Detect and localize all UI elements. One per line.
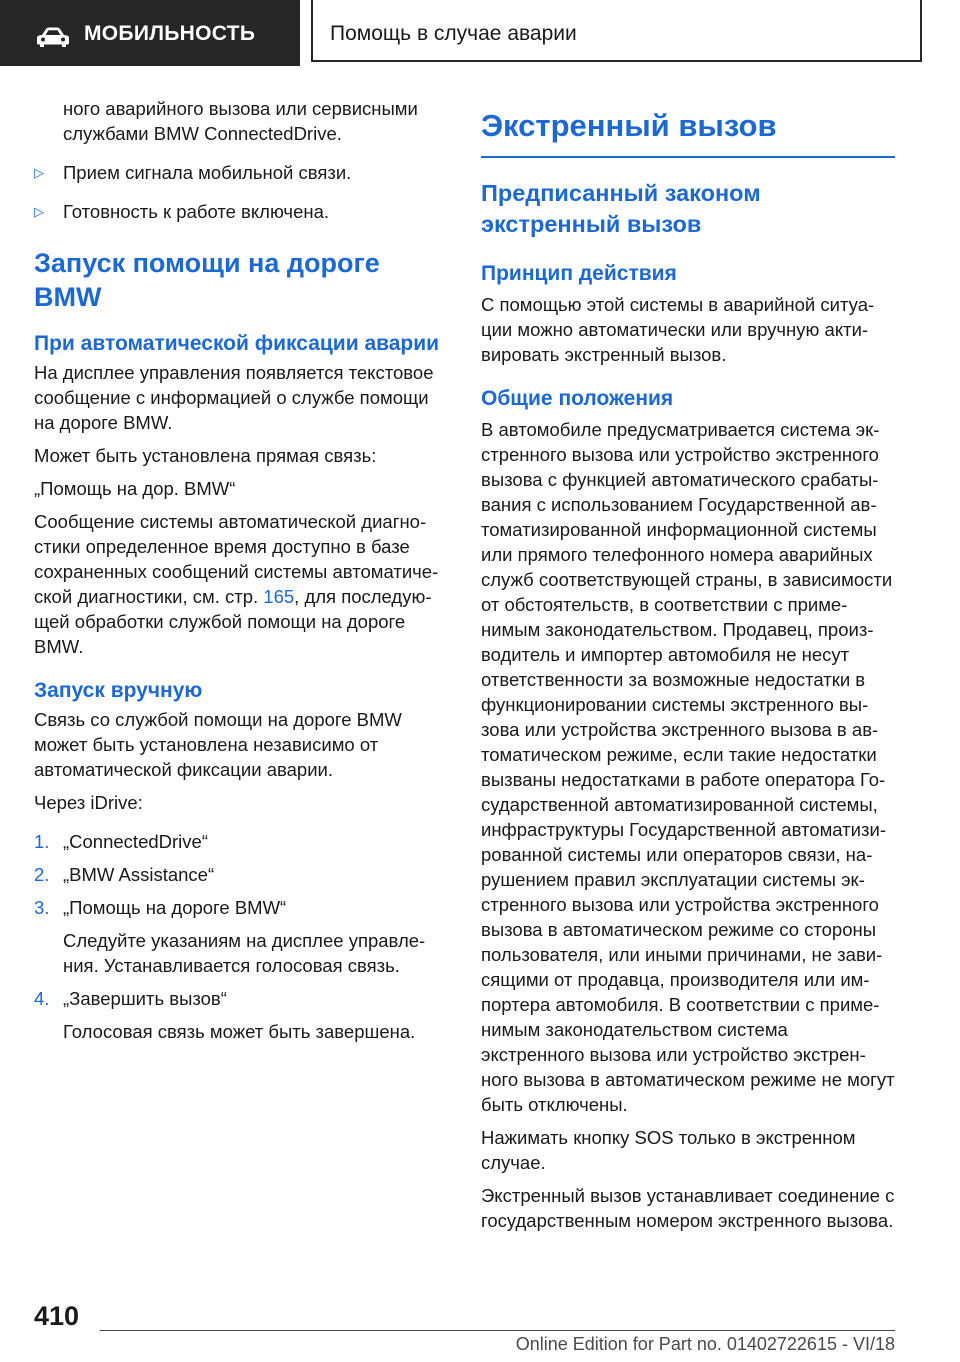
footer-divider (100, 1330, 895, 1331)
intro-paragraph: ного аварийного вызова или сервисными службами BMW ConnectedDrive. (63, 98, 418, 144)
right-column (481, 108, 895, 1233)
step-note: Следуйте указаниям на дисплее управления. Устанавливается голосовая связь. (63, 930, 426, 976)
triangle-right-icon: ▷ (34, 204, 44, 219)
paragraph: Нажимать кнопку SOS только в экстренном случае. (481, 1127, 856, 1173)
text-run: Сообщение системы автоматической диагностики определенное время доступно в базе сохраненных сообщений системы автоматической диагностики, см. стр. (34, 511, 439, 607)
step-item (34, 862, 446, 887)
step-number: 1. (34, 831, 50, 852)
car-icon (36, 26, 70, 48)
paragraph: Может быть установлена прямая связь: (34, 445, 377, 466)
step-text: „ConnectedDrive“ (63, 831, 208, 852)
heading-general: Общие положения (481, 387, 674, 410)
triangle-right-icon: ▷ (34, 165, 44, 180)
section-tab (0, 0, 300, 66)
step-text: „BMW Assistance“ (63, 864, 215, 885)
heading-legal-emergency-call: Предписанный законом экстренный вызов (481, 180, 761, 237)
step-text: „Помощь на дороге BMW“ (63, 897, 287, 918)
page-header (0, 0, 960, 66)
step-item (34, 895, 446, 978)
chapter-title: Помощь в случае аварии (330, 22, 577, 45)
left-column (34, 96, 446, 1044)
section-title: МОБИЛЬНОСТЬ (84, 22, 256, 45)
paragraph: Связь со службой помощи на дороге BMW может быть установлена независимо от автоматической фиксации аварии. (34, 709, 402, 780)
paragraph: Экстренный вызов устанавливает соединение с государственным номером экстренного вызова. (481, 1185, 895, 1231)
step-number: 4. (34, 988, 50, 1009)
step-item (34, 986, 446, 1044)
heading-emergency-call: Экстренный вызов (481, 108, 895, 158)
heading-manual-start: Запуск вручную (34, 679, 203, 702)
bullet-item (34, 160, 446, 185)
page-reference-link[interactable]: 165 (263, 586, 295, 607)
paragraph (34, 509, 446, 659)
step-number: 2. (34, 864, 50, 885)
text-run: , для последующей обработки службой помощи на дороге BMW. (34, 586, 432, 657)
bullet-text: Готовность к работе включена. (63, 201, 330, 222)
heading-auto-detect: При автоматической фиксации аварии (34, 332, 440, 355)
step-note: Голосовая связь может быть завершена. (63, 1021, 416, 1042)
paragraph: На дисплее управления появляется текстовое сообщение с информацией о службе помощи на дороге BMW. (34, 362, 434, 433)
step-number: 3. (34, 897, 50, 918)
edition-note: Online Edition for Part no. 01402722615 - VI/18 (515, 1334, 895, 1354)
bullet-text: Прием сигнала мобильной связи. (63, 162, 352, 183)
paragraph: В автомобиле предусматривается система экстренного вызова или устройство экстренного вызова с функцией автоматического срабатывания с использованием Государственной автоматизированной информационной системы или прямого телефонного номера аварийных служб соответствующей страны, в зависимости от обстоятельств, в соответствии с применимым законодательством. Продавец, производитель и импортер автомобиля не несут ответственности за возможные недостатки в функционировании системы экстренного вызова или устройства экстренного вызова в автоматическом режиме, если такие недостатки вызваны недостатками в работе оператора Государственной автоматизированной системы, инфраструктуры Государственной автоматизированной системы или операторов связи, нарушением правил эксплуатации системы экстренного вызова или устройства экстренного вызова в автоматическом режиме со стороны пользователя, или иными причинами, не зависящими от продавца, производителя или импортера автомобиля. В соответствии с применимым законодательством система экстренного вызова или устройство экстренного вызова в автоматическом режиме не могут быть отключены. (481, 419, 895, 1115)
chapter-box (311, 0, 922, 62)
paragraph: Через iDrive: (34, 792, 143, 813)
page-number: 410 (34, 1301, 80, 1331)
step-text: „Завершить вызов“ (63, 988, 227, 1009)
paragraph: С помощью этой системы в аварийной ситуации можно автоматически или вручную активировать экстренный вызов. (481, 294, 875, 365)
paragraph: „Помощь на дор. BMW“ (34, 478, 236, 499)
heading-roadside-start: Запуск помощи на дороге BMW (34, 248, 380, 312)
bullet-item (34, 199, 446, 224)
step-item (34, 829, 446, 854)
heading-principle: Принцип действия (481, 262, 677, 285)
